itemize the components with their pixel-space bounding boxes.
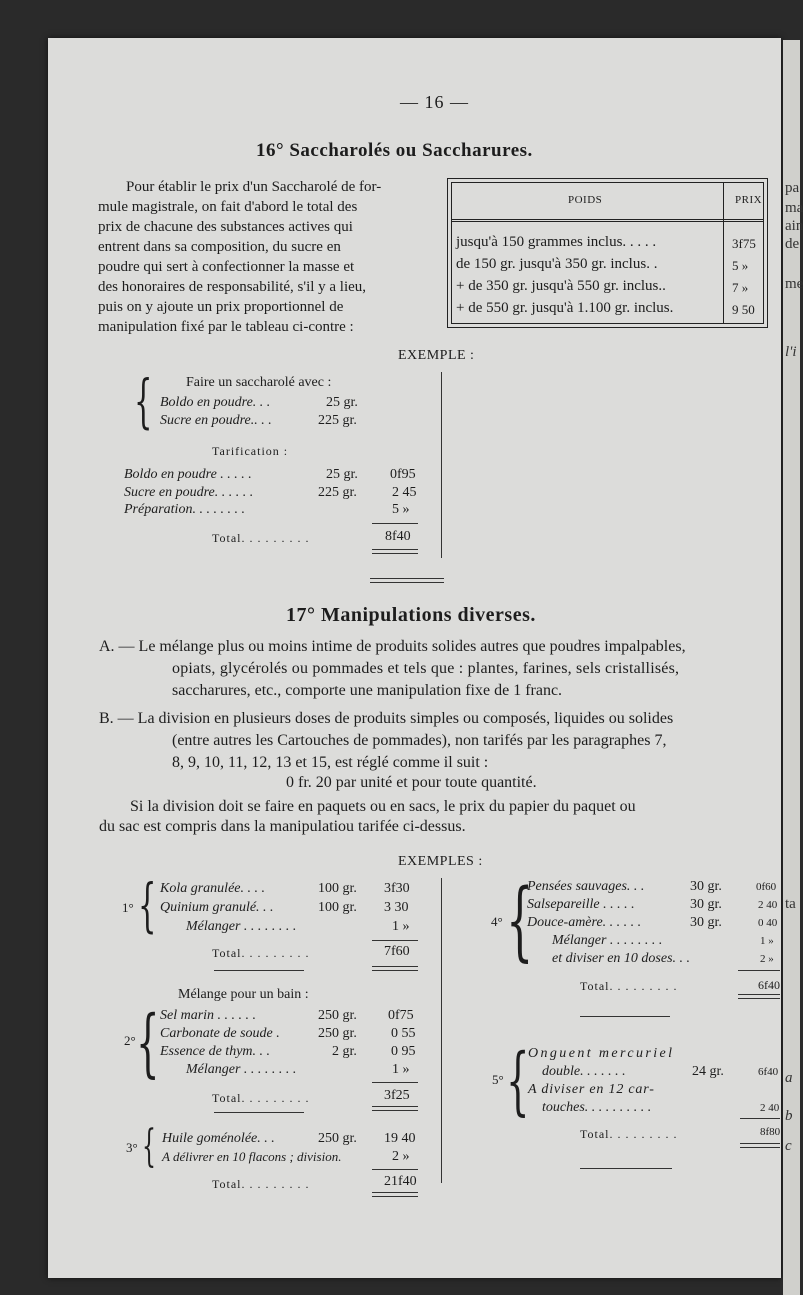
example-number: 1° (122, 900, 134, 915)
section-16-title: 16° Saccharolés ou Saccharures. (256, 140, 533, 161)
margin-fragment: ain (785, 218, 803, 234)
total-value: 3f25 (384, 1088, 410, 1103)
ingredient-qty: 30 gr. (690, 897, 722, 912)
ingredient-qty: 30 gr. (690, 879, 722, 894)
total-value: 21f40 (384, 1174, 417, 1189)
ingredient-price: 0f75 (388, 1008, 414, 1023)
sum-rule (372, 523, 418, 524)
example-separator (580, 1016, 670, 1017)
total-label: Total. . . . . . . . . (212, 1091, 310, 1105)
rate-line: 0 fr. 20 par unité et pour toute quantité. (286, 774, 537, 791)
ingredient-price: 3 30 (384, 900, 409, 915)
ingredient-qty: 250 gr. (318, 1131, 357, 1146)
tarif-price: 0f95 (390, 467, 416, 482)
text-line: mule magistrale, on fait d'abord le total des (98, 199, 358, 215)
tarif-name: Préparation. . . . . . . . (124, 502, 245, 517)
example-separator (214, 1112, 304, 1113)
ingredient-qty: 225 gr. (318, 413, 357, 428)
total-rule (372, 966, 418, 971)
ingredient-name: Quinium granulé. . . (160, 900, 274, 915)
brace: { (142, 1121, 156, 1172)
table-row-price: 9 50 (732, 302, 755, 317)
ingredient-name: Mélanger . . . . . . . . (186, 919, 297, 934)
margin-fragment: de (785, 236, 800, 252)
section-separator (370, 578, 444, 583)
example-number: 2° (124, 1033, 136, 1048)
ingredient-price: 0 55 (391, 1026, 416, 1041)
tarif-name: Sucre en poudre. . . . . . (124, 485, 254, 500)
ingredient-price: 0 95 (391, 1044, 416, 1059)
ingredient-name: Mélanger . . . . . . . . (552, 933, 663, 948)
paragraph-b-line: (entre autres les Cartouches de pommades), non tarifés par les paragraphes 7, (172, 732, 667, 749)
text-line: des honoraires de responsabilité, s'il y a lieu, (98, 279, 367, 295)
ingredient-name: Kola granulée. . . . (160, 881, 265, 896)
tarif-qty: 225 gr. (318, 485, 357, 500)
page-number: — 16 — (400, 92, 469, 112)
column-divider (441, 372, 442, 558)
table-row-label: jusqu'à 150 grammes inclus. . . . . (456, 234, 657, 250)
total-value: 6f40 (758, 978, 780, 992)
total-rule (372, 549, 418, 554)
example-number: 5° (492, 1072, 504, 1087)
ingredient-price: 1 » (392, 1062, 410, 1077)
paragraph-a-line: saccharures, etc., comporte une manipulation fixe de 1 franc. (172, 682, 563, 699)
ingredient-price: 1 » (760, 935, 774, 947)
tarif-price: 5 » (392, 502, 410, 517)
section-17-title: 17° Manipulations diverses. (286, 604, 536, 626)
margin-fragment: l'i (785, 344, 797, 360)
ingredient-name: Salsepareille . . . . . (527, 897, 635, 912)
sum-rule (738, 970, 780, 971)
total-rule (740, 1143, 780, 1148)
brace: { (136, 1000, 160, 1086)
paragraph-a-line: A. — Le mélange plus ou moins intime de produits solides autres que poudres impalpables, (99, 638, 686, 655)
ingredient-name: double. . . . . . . (542, 1064, 626, 1079)
price-table (447, 178, 768, 328)
ingredient-qty: 2 gr. (332, 1044, 357, 1059)
example-number: 3° (126, 1140, 138, 1155)
sum-rule (740, 1118, 780, 1119)
tarif-price: 2 45 (392, 485, 417, 500)
brace: { (506, 1038, 530, 1124)
examples-label: EXEMPLES : (398, 854, 483, 869)
ingredient-name: Carbonate de soude . (160, 1026, 280, 1041)
tarif-qty: 25 gr. (326, 467, 358, 482)
brace: { (506, 871, 534, 971)
paragraph-c-line: du sac est compris dans la manipulatiou tarifée ci-dessus. (99, 818, 466, 835)
margin-fragment: c (785, 1138, 792, 1154)
total-rule (738, 994, 780, 999)
paragraph-a-line: opiats, glycérolés ou pommades et tels que : plantes, farines, sels cristallisés, (172, 660, 680, 677)
ingredient-qty: 30 gr. (690, 915, 722, 930)
ingredient-qty: 250 gr. (318, 1026, 357, 1041)
ingredient-name: Sucre en poudre.. . . (160, 413, 272, 428)
section-16-text (98, 177, 439, 337)
table-row-price: 5 » (732, 258, 749, 273)
total-label: Total. . . . . . . . . (580, 1127, 678, 1141)
ingredient-price: 0f60 (756, 881, 777, 893)
example-intro: Faire un saccharolé avec : (186, 375, 332, 390)
sum-rule (372, 1169, 418, 1170)
margin-fragment: b (785, 1108, 793, 1124)
ingredient-name: et diviser en 10 doses. . . (552, 951, 691, 966)
ingredient-name: touches. . . . . . . . . . (542, 1100, 652, 1115)
total-value: 7f60 (384, 944, 410, 959)
table-header-rule (452, 219, 763, 222)
ingredient-price: 19 40 (384, 1131, 416, 1146)
ingredient-qty: 100 gr. (318, 900, 357, 915)
total-rule (372, 1192, 418, 1197)
table-row-label: + de 550 gr. jusqu'à 1.100 gr. inclus. (456, 300, 674, 316)
tarif-name: Boldo en poudre . . . . . (124, 467, 252, 482)
margin-fragment: ta (785, 896, 796, 912)
ingredient-price: 2 40 (760, 1102, 780, 1114)
table-row-label: de 150 gr. jusqu'à 350 gr. inclus. . (456, 256, 658, 272)
sum-rule (372, 1082, 418, 1083)
table-column-rule (723, 183, 724, 323)
text-line: puis on y ajoute un prix proportionnel de (98, 299, 344, 315)
paragraph-b-line: B. — La division en plusieurs doses de produits simples ou composés, liquides ou solides (99, 710, 674, 727)
text-line: Pour établir le prix d'un Saccharolé de for- (126, 179, 382, 195)
total-label: Total. . . . . . . . . (212, 1177, 310, 1191)
table-header-price: PRIX (735, 194, 763, 206)
ingredient-qty: 250 gr. (318, 1008, 357, 1023)
example-separator (580, 1168, 672, 1169)
ingredient-price: 1 » (392, 919, 410, 934)
ingredient-name: A délivrer en 10 flacons ; division. (162, 1149, 342, 1164)
ingredient-price: 6f40 (758, 1066, 779, 1078)
ingredient-qty: 25 gr. (326, 395, 358, 410)
ingredient-price: 2 40 (758, 899, 778, 911)
ingredient-name: Onguent mercuriel (528, 1046, 675, 1061)
ingredient-name: Pensées sauvages. . . (527, 879, 645, 894)
ingredient-price: 2 » (392, 1149, 410, 1164)
tarification-label: Tarification : (212, 444, 289, 458)
ingredient-qty: 100 gr. (318, 881, 357, 896)
example-label: EXEMPLE : (398, 348, 475, 363)
table-header-weight: POIDS (568, 194, 603, 206)
paragraph-c-line: Si la division doit se faire en paquets ou en sacs, le prix du papier du paquet ou (130, 798, 636, 815)
ingredient-name: Essence de thym. . . (160, 1044, 271, 1059)
margin-fragment: ma (785, 200, 803, 216)
margin-fragment: pa (785, 180, 800, 196)
brace: { (138, 871, 157, 939)
ingredient-name: Huile goménolée. . . (162, 1131, 275, 1146)
total-label: Total. . . . . . . . . (212, 946, 310, 960)
example-separator (214, 970, 304, 971)
total-rule (372, 1106, 418, 1111)
total-label: Total. . . . . . . . . (212, 531, 310, 545)
ingredient-price: 0 40 (758, 917, 778, 929)
text-line: poudre qui sert à confectionner la masse et (98, 259, 355, 275)
ingredient-name: Mélanger . . . . . . . . (186, 1062, 297, 1077)
margin-fragment: a (785, 1070, 793, 1086)
ingredient-qty: 24 gr. (692, 1064, 724, 1079)
margin-fragment: me (785, 276, 803, 292)
ingredient-price: 2 » (760, 953, 774, 965)
total-label: Total. . . . . . . . . (580, 979, 678, 993)
ingredient-name: A diviser en 12 car- (528, 1082, 655, 1097)
text-line: manipulation fixé par le tableau ci-contre : (98, 319, 354, 335)
column-divider (441, 878, 442, 1183)
ingredient-name: Sel marin . . . . . . (160, 1008, 257, 1023)
table-row-price: 3f75 (732, 236, 756, 251)
ingredient-name: Boldo en poudre. . . (160, 395, 271, 410)
adjacent-page-edge (783, 40, 803, 1295)
text-line: prix de chacune des substances actives qui (98, 219, 353, 235)
paragraph-b-line: 8, 9, 10, 11, 12, 13 et 15, est réglé comme il suit : (172, 754, 489, 771)
table-row-price: 7 » (732, 280, 749, 295)
example-number: 4° (491, 914, 503, 929)
sum-rule (372, 940, 418, 941)
ingredient-price: 3f30 (384, 881, 410, 896)
text-line: entrent dans sa composition, du sucre en (98, 239, 341, 255)
brace: { (134, 367, 153, 435)
total-value: 8f80 (760, 1126, 781, 1138)
ingredient-name: Douce-amère. . . . . . (527, 915, 642, 930)
table-row-label: + de 350 gr. jusqu'à 550 gr. inclus.. (456, 278, 666, 294)
example-intro: Mélange pour un bain : (178, 987, 309, 1002)
total-value: 8f40 (385, 529, 411, 544)
